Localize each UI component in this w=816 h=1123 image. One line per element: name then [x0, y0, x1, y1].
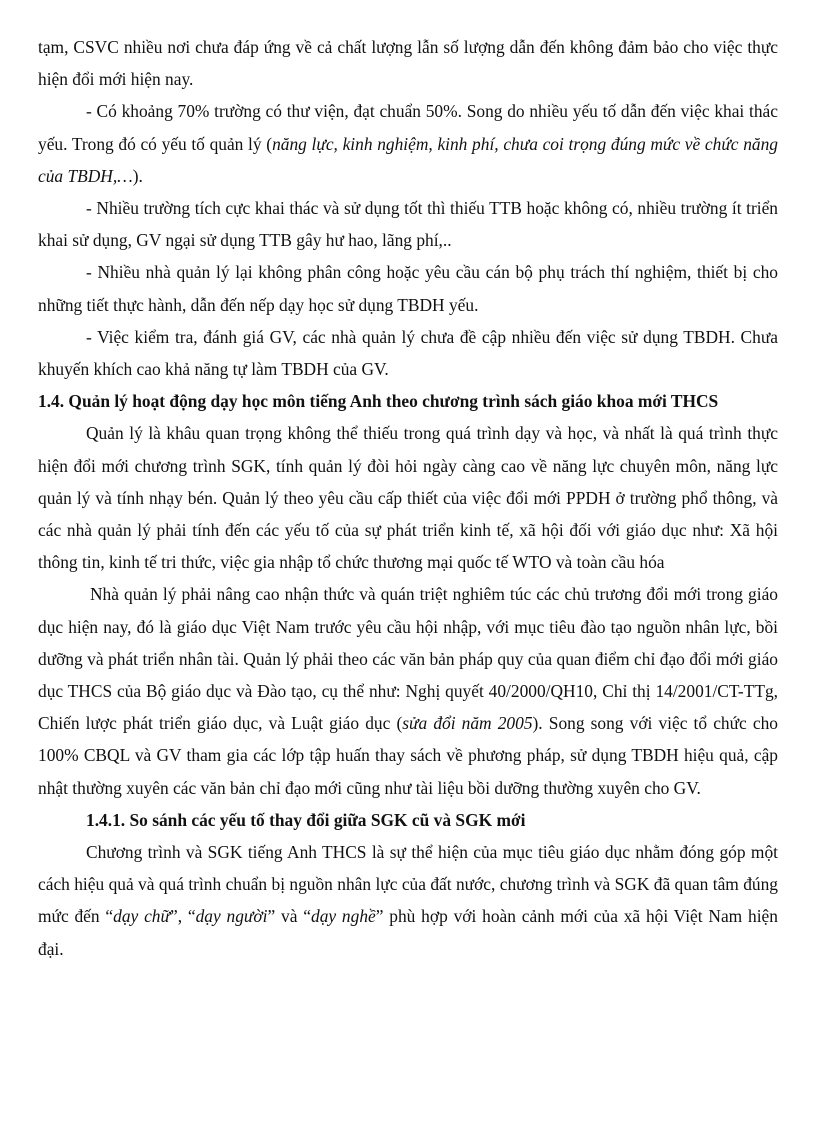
- paragraph-curriculum-italic-2: dạy người: [195, 906, 268, 927]
- section-heading-1-4: 1.4. Quản lý hoạt động dạy học môn tiếng Anh theo chương trình sách giáo khoa mới THCS: [38, 391, 719, 412]
- paragraph-curriculum-end: ” phù hợp với hoàn cảnh mới của xã hội Việt Nam hiện đại.: [38, 906, 778, 959]
- paragraph-curriculum-italic-1: dạy chữ: [113, 906, 170, 927]
- paragraph-library: [38, 95, 778, 192]
- paragraph-awareness-text: Nhà quản lý phải nâng cao nhận thức và quán triệt nghiêm túc các chủ trương đổi mới trong giáo dục hiện nay, đó là giáo dục Việt Nam trước yêu cầu hội nhập, với mục tiêu đào tạo nguồn nhân lực, bồi dưỡng và phát triển nhân tài. Quản lý phải theo các văn bản pháp quy của quan điểm chỉ đạo đổi mới giáo dục THCS của Bộ giáo dục và Đào tạo, cụ thể như: Nghị quyết 40/2000/QH10, Chỉ thị 14/2001/CT-TTg, Chiến lược phát triển giáo dục, và Luật giáo dục (: [38, 584, 778, 734]
- paragraph-equipment-use: - Nhiều trường tích cực khai thác và sử dụng tốt thì thiếu TTB hoặc không có, nhiều trường ít triển khai sử dụng, GV ngại sử dụng TTB gây hư hao, lãng phí,..: [38, 198, 778, 251]
- paragraph-library-italic: năng lực, kinh nghiệm, kinh phí, chưa coi trọng đúng mức về chức năng của TBDH,…: [38, 133, 778, 186]
- paragraph-library-end: ).: [132, 165, 143, 186]
- paragraph-assignment: - Nhiều nhà quản lý lại không phân công hoặc yêu cầu cán bộ phụ trách thí nghiệm, thiết bị cho những tiết thực hành, dẫn đến nếp dạy học sử dụng TBDH yếu.: [38, 262, 778, 315]
- paragraph-curriculum-text: Chương trình và SGK tiếng Anh THCS là sự thể hiện của mục tiêu giáo dục nhằm đóng góp một cách hiệu quả và quá trình chuẩn bị nguồn nhân lực của đất nước, chương trình và SGK đã quan tâm đúng mức đến “: [38, 842, 778, 927]
- paragraph-curriculum-italic-3: dạy nghề: [311, 906, 376, 927]
- paragraph-management: Quản lý là khâu quan trọng không thể thiếu trong quá trình dạy và học, và nhất là quá trình thực hiện đổi mới chương trình SGK, tính quản lý đòi hỏi ngày càng cao về năng lực chuyên môn, năng lực quản lý và tính nhạy bén. Quản lý theo yêu cầu cấp thiết của việc đổi mới PPDH ở trường phổ thông, và các nhà quản lý phải tính đến các yếu tố của sự phát triển kinh tế, xã hội đối với giáo dục như: Xã hội thông tin, kinh tế tri thức, việc gia nhập tổ chức thương mại quốc tế WTO và toàn cầu hóa: [38, 423, 778, 573]
- paragraph-curriculum: [38, 836, 778, 965]
- paragraph-awareness: [38, 578, 778, 803]
- paragraph-curriculum-sep-2: ” và “: [267, 906, 311, 927]
- paragraph-awareness-italic: sửa đổi năm 2005: [402, 713, 533, 734]
- paragraph-awareness-end: ). Song song với việc tổ chức cho 100% CBQL và GV tham gia các lớp tập huấn thay sách về phương pháp, sử dụng TBDH hiệu quả, cập nhật thường xuyên các văn bản chỉ đạo mới cũng như tài liệu bồi dưỡng thường xuyên cho GV.: [38, 713, 778, 798]
- section-heading-1-4-1: 1.4.1. So sánh các yếu tố thay đổi giữa SGK cũ và SGK mới: [86, 809, 526, 830]
- paragraph-library-text: - Có khoảng 70% trường có thư viện, đạt chuẩn 50%. Song do nhiều yếu tố dẫn đến việc khai thác yếu. Trong đó có yếu tố quản lý (: [38, 101, 778, 154]
- paragraph-inspection: - Việc kiểm tra, đánh giá GV, các nhà quản lý chưa đề cập nhiều đến việc sử dụng TBDH. Chưa khuyến khích cao khả năng tự làm TBDH của GV.: [38, 326, 778, 380]
- paragraph-curriculum-sep-1: ”, “: [169, 906, 196, 927]
- paragraph-intro: tạm, CSVC nhiều nơi chưa đáp ứng về cả chất lượng lẫn số lượng dẫn đến không đảm bảo cho việc thực hiện đổi mới hiện nay.: [38, 37, 778, 90]
